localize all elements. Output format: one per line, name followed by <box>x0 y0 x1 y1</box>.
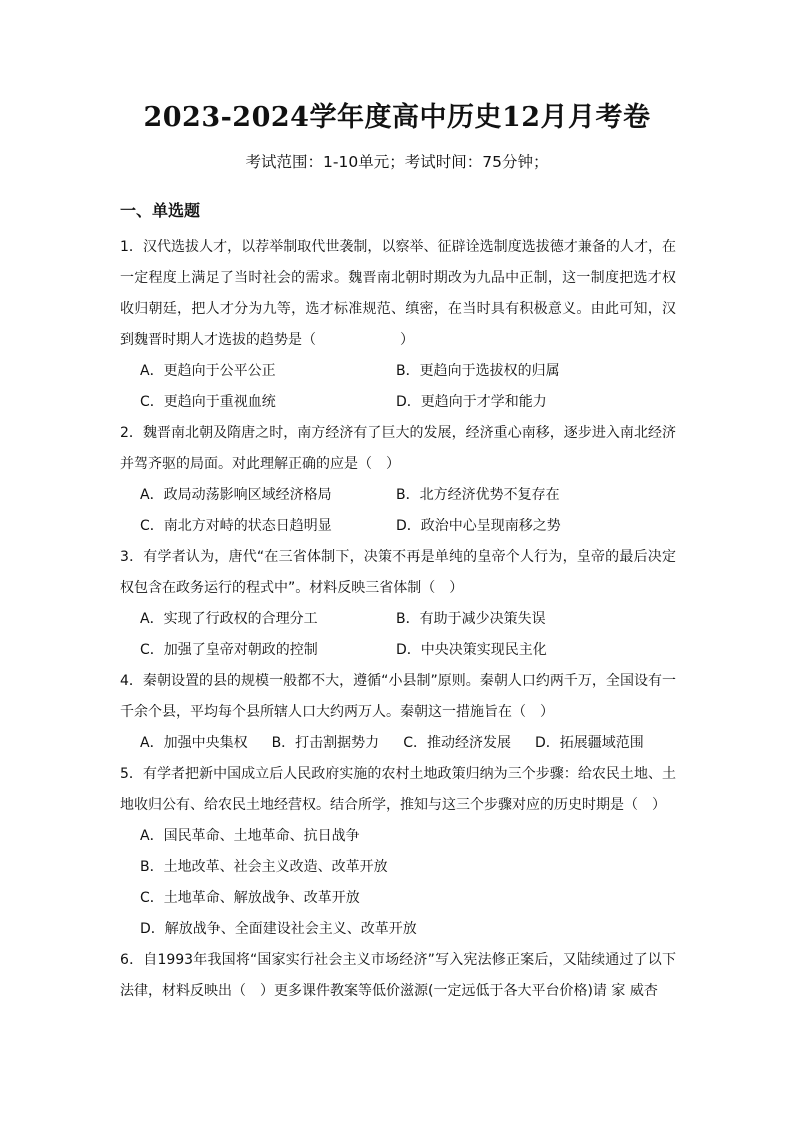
question-2-options <box>120 480 676 542</box>
question-3-option-d: D．中央决策实现民主化 <box>396 642 547 658</box>
question-1 <box>120 232 676 418</box>
question-5-option-c: C．土地革命、解放战争、改革开放 <box>140 890 360 906</box>
question-4-option-d: D．拓展疆域范围 <box>534 735 644 751</box>
question-3-option-b: B．有助于减少决策失误 <box>396 611 546 627</box>
question-1-text: 1．汉代选拔人才，以荐举制取代世袭制，以察举、征辟诠选制度选拔德才兼备的人才，在一定程度上满足了当时社会的需求。魏晋南北朝时期改为九品中正制，这一制度把选才权收归朝廷，把人才分为九等，选才标准规范、缜密，在当时具有积极意义。由此可知，汉到魏晋时期人才选拔的趋势是（ ） <box>120 239 676 348</box>
question-4-options <box>120 728 676 759</box>
question-4 <box>120 666 676 759</box>
section-heading: 一、单选题 <box>120 201 201 220</box>
question-4-option-a: A．加强中央集权 <box>140 735 248 751</box>
question-5 <box>120 759 676 945</box>
question-4-option-c: C．推动经济发展 <box>403 735 511 751</box>
question-4-text: 4．秦朝设置的县的规模一般都不大，遵循“小县制”原则。秦朝人口约两千万，全国设有一千余个县，平均每个县所辖人口大约两万人。秦朝这一措施旨在（ ） <box>120 673 676 720</box>
question-2-option-a: A．政局动荡影响区域经济格局 <box>140 487 332 503</box>
question-6-text: 6．自1993年我国将“国家实行社会主义市场经济”写入宪法修正案后，又陆续通过了以下法律，材料反映出（ ）更多课件教案等低价滋源(一定远低于各大平台价格)请 家 威杏 <box>120 952 676 999</box>
question-3-option-a: A．实现了行政权的合理分工 <box>140 611 318 627</box>
question-2-option-d: D．政治中心呈现南移之势 <box>396 518 561 534</box>
question-6 <box>120 945 676 1007</box>
question-2-text: 2．魏晋南北朝及隋唐之时，南方经济有了巨大的发展，经济重心南移，逐步进入南北经济并驾齐驱的局面。对此理解正确的应是（ ） <box>120 425 676 472</box>
question-5-text: 5．有学者把新中国成立后人民政府实施的农村土地政策归纳为三个步骤：给农民土地、土地收归公有、给农民土地经营权。结合所学，推知与这三个步骤对应的历史时期是（ ） <box>120 766 676 813</box>
question-5-option-d: D．解放战争、全面建设社会主义、改革开放 <box>140 921 417 937</box>
question-3-options <box>120 604 676 666</box>
question-list <box>120 232 676 1007</box>
question-1-option-d: D．更趋向于才学和能力 <box>396 394 547 410</box>
question-2-option-b: B．北方经济优势不复存在 <box>396 487 560 503</box>
question-1-options <box>120 356 676 418</box>
question-5-option-a: A．国民革命、土地革命、抗日战争 <box>140 828 360 844</box>
question-2-option-c: C．南北方对峙的状态日趋明显 <box>140 518 332 534</box>
question-3 <box>120 542 676 666</box>
question-3-text: 3．有学者认为，唐代“在三省体制下，决策不再是单纯的皇帝个人行为，皇帝的最后决定权包含在政务运行的程式中”。材料反映三省体制（ ） <box>120 549 676 596</box>
exam-title: 2023-2024学年度高中历史12月月考卷 <box>143 102 651 133</box>
question-5-option-b: B．土地改革、社会主义改造、改革开放 <box>140 859 388 875</box>
question-2 <box>120 418 676 542</box>
question-3-option-c: C．加强了皇帝对朝政的控制 <box>140 642 318 658</box>
question-1-option-a: A．更趋向于公平公正 <box>140 363 276 379</box>
question-1-option-c: C．更趋向于重视血统 <box>140 394 276 410</box>
question-4-option-b: B．打击割据势力 <box>271 735 380 751</box>
exam-subtitle: 考试范围：1-10单元；考试时间：75分钟； <box>245 153 549 171</box>
question-1-option-b: B．更趋向于选拔权的归属 <box>396 363 560 379</box>
question-5-options <box>120 821 676 945</box>
